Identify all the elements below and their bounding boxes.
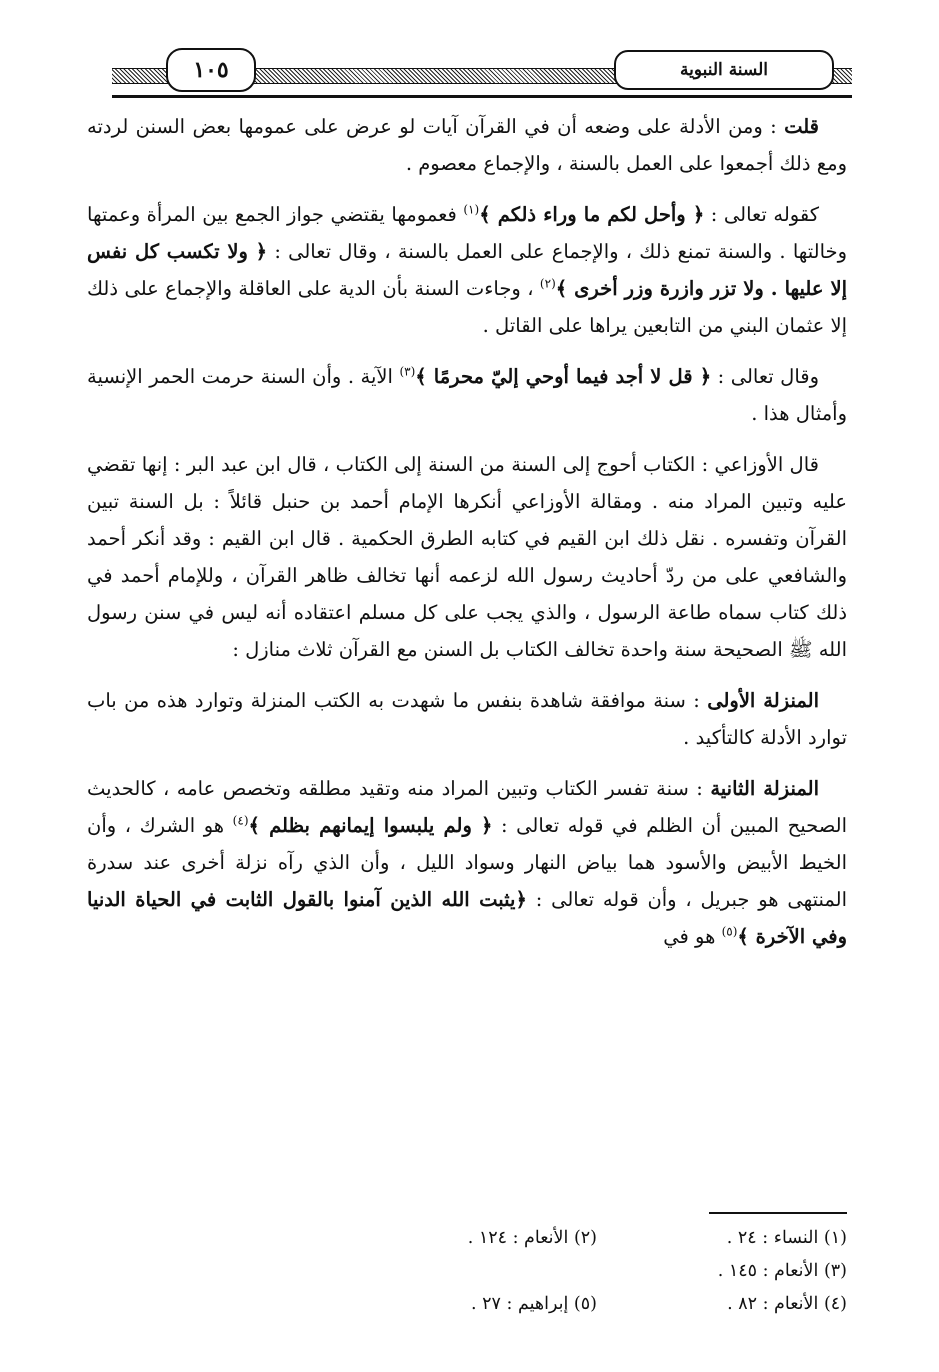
footnote-marker: (٣) <box>399 364 416 379</box>
text-run: : سنة تفسر الكتاب وتبين المراد منه وتقيد مطلقه وتخصص عامه ، كالحديث الصحيح المبين أن الظلم في قوله تعالى : <box>87 777 847 837</box>
footnote: (١) النساء : ٢٤ . <box>726 1228 847 1248</box>
footnote-marker: (٤) <box>232 813 249 828</box>
text-run: وقال تعالى : <box>711 365 820 388</box>
paragraph <box>87 196 847 344</box>
bold-text: ﴿ قل لا أجد فيما أوحي إليّ محرمًا ﴾ <box>415 365 712 388</box>
footnote-row <box>87 1222 847 1255</box>
footnote-marker: (٥) <box>721 924 738 939</box>
bold-text: المنزلة الأولى <box>707 689 819 712</box>
text-run: فعمومها يقتضي جواز الجمع بين المرأة وعمتها وخالتها . والسنة تمنع ذلك ، والإجماع على العمل بالسنة ، وقال تعالى : <box>87 203 848 263</box>
text-run: : سنة موافقة شاهدة بنفس ما شهدت به الكتب المنزلة وتوارد هذه من باب توارد الأدلة كالتأكيد . <box>87 689 847 749</box>
footnote: (٥) إبراهيم : ٢٧ . <box>470 1294 597 1314</box>
footnote-marker: (٢) <box>539 276 556 291</box>
page-header <box>112 46 852 100</box>
paragraph <box>87 446 847 668</box>
text-run: كقوله تعالى : <box>704 203 820 226</box>
paragraph <box>87 770 847 955</box>
bold-text: ﴿ ولم يلبسوا إيمانهم بظلم ﴾ <box>248 814 493 837</box>
header-rule <box>112 95 852 98</box>
paragraph <box>87 358 847 432</box>
bold-text: ﴿ ولا تكسب كل نفس إلا عليها . ولا تزر وازرة وزر أخرى ﴾ <box>87 240 847 300</box>
footnote-row <box>87 1255 847 1288</box>
text-run: ، وجاءت السنة بأن الدية على العاقلة والإجماع على ذلك إلا عثمان البني من التابعين يراها على القاتل . <box>87 277 847 337</box>
text-run: : ومن الأدلة على وضعه أن في القرآن آيات لو عرض على عمومها بعض السنن لردته ومع ذلك أجمعوا على العمل بالسنة ، والإجماع معصوم . <box>87 115 847 175</box>
paragraph <box>87 682 847 756</box>
bold-text: ﴿يثبت الله الذين آمنوا بالقول الثابت في الحياة الدنيا وفي الآخرة ﴾ <box>87 888 847 948</box>
footnote-separator <box>709 1212 847 1214</box>
bold-text: قلت <box>784 115 819 138</box>
text-run: هو في <box>663 925 722 948</box>
text-run: الآية . وأن السنة حرمت الحمر الإنسية وأمثال هذا . <box>87 365 847 425</box>
page-number: ١٠٥ <box>166 48 256 92</box>
footnote-row <box>87 1288 847 1321</box>
bold-text: ﴿ وأحل لكم ما وراء ذلكم ﴾ <box>479 203 705 226</box>
running-title: السنة النبوية <box>614 50 834 90</box>
paragraph <box>87 108 847 182</box>
bold-text: المنزلة الثانية <box>710 777 819 800</box>
footnote: (٣) الأنعام : ١٤٥ . <box>717 1261 847 1281</box>
text-run: هو الشرك ، وأن الخيط الأبيض والأسود هما بياض النهار وسواد الليل ، وأن الذي رآه نزلة أخرى عند سدرة المنتهى هو جبريل ، وأن قوله تعالى : <box>87 814 847 911</box>
body-text <box>87 108 847 955</box>
footnote-marker: (١) <box>463 202 480 217</box>
footnotes <box>87 1222 847 1321</box>
footnote: (٢) الأنعام : ١٢٤ . <box>467 1228 597 1248</box>
footnote: (٤) الأنعام : ٨٢ . <box>727 1294 847 1314</box>
text-run: قال الأوزاعي : الكتاب أحوج إلى السنة من السنة إلى الكتاب ، قال ابن عبد البر : إنها تقضي عليه وتبين المراد منه . ومقالة الأوزاعي أنكرها الإمام أحمد بن حنبل قائلاً : بل السنة تبين القرآن وتفسره . نقل ذلك ابن القيم في كتابه الطرق الحكمية . قال ابن القيم : وقد أنكر أحمد والشافعي على من ردّ أحاديث رسول الله لزعمه أنها تخالف ظاهر القرآن ، وللإمام أحمد في ذلك كتاب سماه طاعة الرسول ، والذي يجب على كل مسلم اعتقاده أنه ليس في سنن رسول الله ﷺ الصحيحة سنة واحدة تخالف الكتاب بل السنن مع القرآن ثلاث منازل : <box>87 453 847 661</box>
